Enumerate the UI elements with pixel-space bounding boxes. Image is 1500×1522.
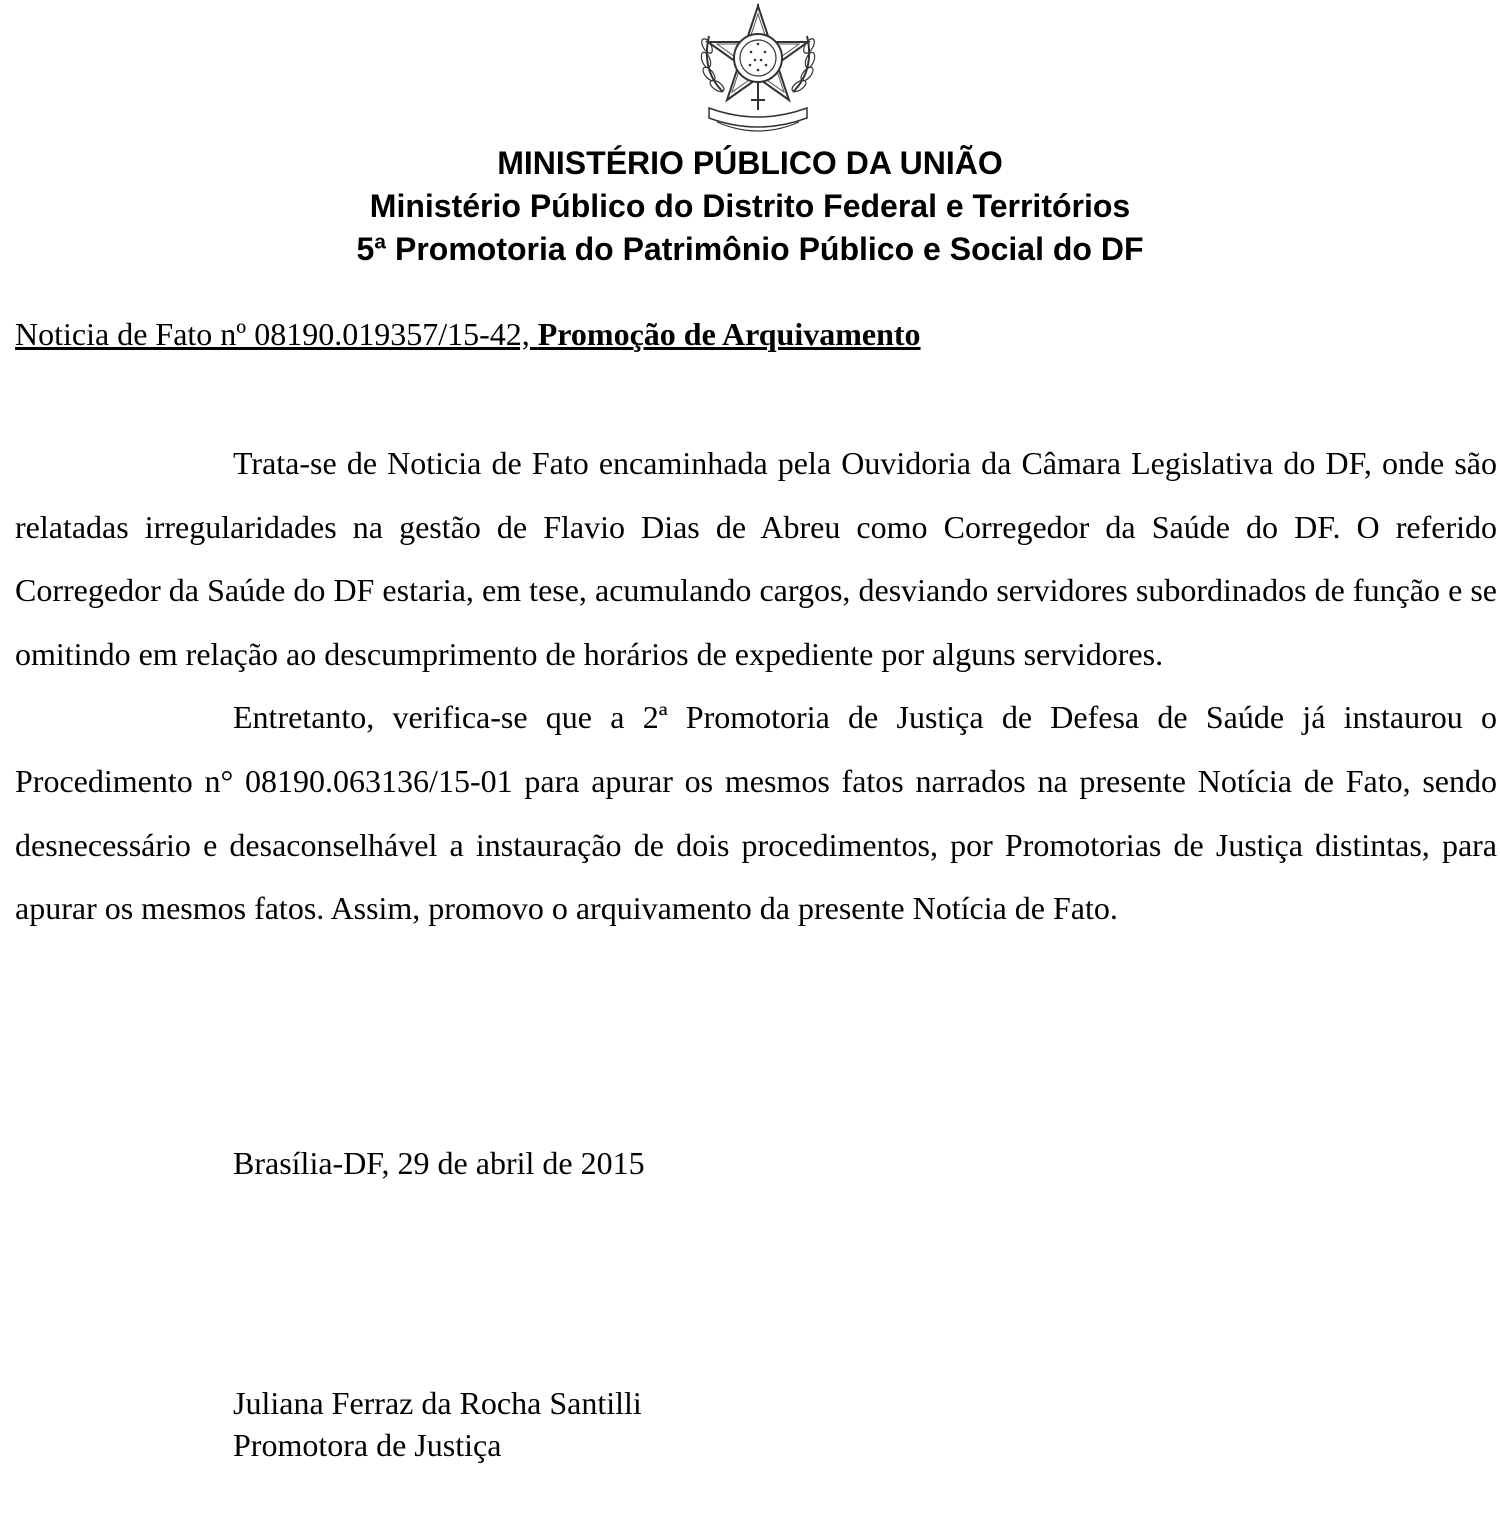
header-mpdft: Ministério Público do Distrito Federal e Territórios [369, 188, 1131, 224]
reference-title: Promoção de Arquivamento [537, 316, 921, 352]
document-body [15, 432, 1497, 941]
signature-block [233, 1382, 642, 1466]
signatory-name: Juliana Ferraz da Rocha Santilli [233, 1385, 642, 1421]
document-reference [15, 314, 921, 354]
header-promotoria: 5ª Promotoria do Patrimônio Público e Social do DF [356, 231, 1144, 267]
signatory-role: Promotora de Justiça [233, 1427, 502, 1463]
coat-of-arms-icon [693, 0, 823, 142]
body-paragraph-1: Trata-se de Noticia de Fato encaminhada pela Ouvidoria da Câmara Legislativa do DF, onde são relatadas irregularidades na gestão de Flavio Dias de Abreu como Corregedor da Saúde do DF. O referido Corregedor da Saúde do DF estaria, em tese, acumulando cargos, desviando servidores subordinados de função e se omitindo em relação ao descumprimento de horários de expediente por alguns servidores. [15, 445, 1497, 672]
place-date: Brasília-DF, 29 de abril de 2015 [233, 1145, 645, 1181]
document-header [0, 142, 1500, 271]
body-paragraph-2: Entretanto, verifica-se que a 2ª Promotoria de Justiça de Defesa de Saúde já instaurou o Procedimento n° 08190.063136/15-01 para apurar os mesmos fatos narrados na presente Notícia de Fato, sendo desnecessário e desaconselhável a instauração de dois procedimentos, por Promotorias de Justiça distintas, para apurar os mesmos fatos. Assim, promovo o arquivamento da presente Notícia de Fato. [15, 699, 1497, 927]
reference-number: Noticia de Fato nº 08190.019357/15-42, [15, 316, 538, 352]
coat-of-arms-emblem [693, 0, 823, 142]
header-ministry: MINISTÉRIO PÚBLICO DA UNIÃO [497, 145, 1003, 181]
